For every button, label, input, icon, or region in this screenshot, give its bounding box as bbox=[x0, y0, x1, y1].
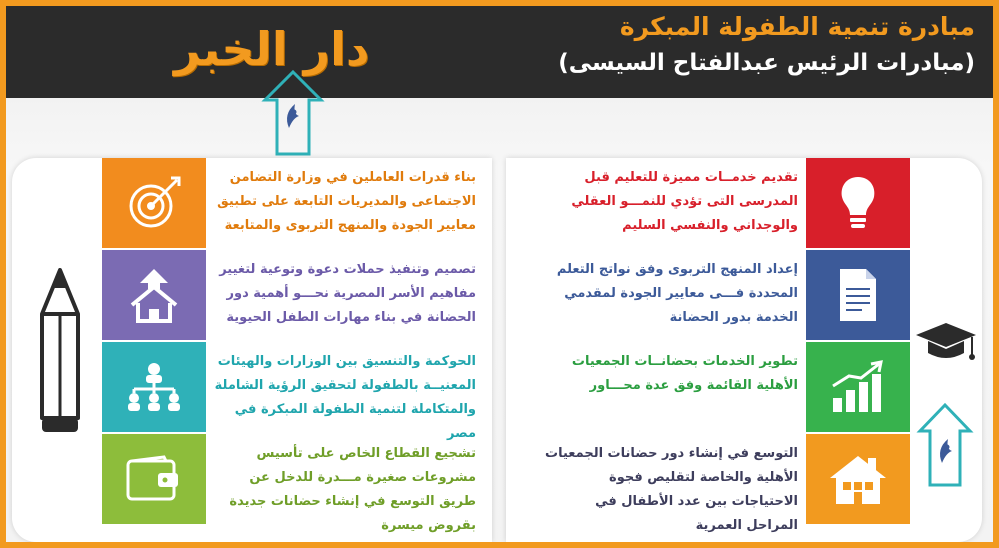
right-item-1-text: تقديم خدمــات مميزة للتعليم قبل المدرسى التى تؤدي للنمـــو العقلي والوجداني والنفسي السليم bbox=[571, 170, 798, 233]
left-item-4-icon-box bbox=[102, 434, 206, 524]
right-item-2-text: إعداد المنهج التربوى وفق نواتج التعلم المحددة فـــى معايير الجودة لمقدمي الخدمة بدور الحضانة bbox=[556, 262, 798, 325]
right-item-4 bbox=[534, 434, 910, 533]
wallet-icon bbox=[124, 455, 184, 503]
right-item-3-text: تطوير الخدمات بحضانــات الجمعيات الأهلية القائمة وفق عدة محـــاور bbox=[571, 354, 798, 393]
house-icon bbox=[828, 452, 888, 506]
right-item-2-icon-box bbox=[806, 250, 910, 340]
left-item-2-text: تصميم وتنفيذ حملات دعوة وتوعية لتغيير مفاهيم الأسر المصرية نحـــو أهمية دور الحضانة في بناء مهارات الطفل الحيوية bbox=[219, 262, 476, 325]
target-icon bbox=[125, 174, 183, 232]
brand-arrow-icon bbox=[261, 68, 325, 158]
left-item-3-text: الحوكمة والتنسيق بين الوزارات والهيئات المعنيــة بالطفولة لتحقيق الرؤية الشاملة والمتكاملة لتنمية الطفولة المبكرة في مصر bbox=[214, 354, 476, 441]
right-item-1 bbox=[534, 158, 910, 248]
home-arrow-icon bbox=[128, 267, 180, 323]
left-item-3 bbox=[102, 342, 486, 441]
graduation-cap-icon bbox=[914, 321, 978, 363]
header-title: مبادرة تنمية الطفولة المبكرة bbox=[619, 12, 975, 41]
header-subtitle: (مبادرات الرئيس عبدالفتاح السيسى) bbox=[558, 50, 975, 76]
network-icon bbox=[126, 361, 182, 413]
left-item-1 bbox=[102, 158, 486, 248]
pencil-icon bbox=[38, 268, 82, 436]
left-item-3-icon-box bbox=[102, 342, 206, 432]
left-item-1-icon-box bbox=[102, 158, 206, 248]
lightbulb-icon bbox=[838, 175, 878, 231]
infographic bbox=[6, 6, 993, 542]
right-item-3 bbox=[534, 342, 910, 432]
left-item-1-text: بناء قدرات العاملين في وزارة التضامن الاجتماعى والمديريات التابعة على تطبيق معايير الجودة والمنهج التربوى والمتابعة bbox=[217, 170, 476, 233]
right-item-4-text: التوسع في إنشاء دور حضانات الجمعيات الأهلية والخاصة لتقليص فجوة الاحتياجات بين عدد الأطفال في المراحل العمرية bbox=[545, 446, 798, 533]
right-item-1-icon-box bbox=[806, 158, 910, 248]
left-item-2 bbox=[102, 250, 486, 340]
header-banner bbox=[6, 6, 993, 98]
right-item-3-icon-box bbox=[806, 342, 910, 432]
left-item-4-text: تشجيع القطاع الخاص على تأسيس مشروعات صغيرة مـــدرة للدخل عن طريق التوسع في إنشاء حضانات جديدة بقروض ميسرة bbox=[229, 446, 476, 533]
document-icon bbox=[836, 267, 880, 323]
growth-chart-icon bbox=[829, 360, 887, 414]
left-item-4 bbox=[102, 434, 486, 533]
brand-house-logo-icon bbox=[916, 401, 974, 489]
right-item-2 bbox=[534, 250, 910, 340]
right-item-4-icon-box bbox=[806, 434, 910, 524]
brand-logo-text: دار الخبر bbox=[174, 22, 370, 76]
left-item-2-icon-box bbox=[102, 250, 206, 340]
